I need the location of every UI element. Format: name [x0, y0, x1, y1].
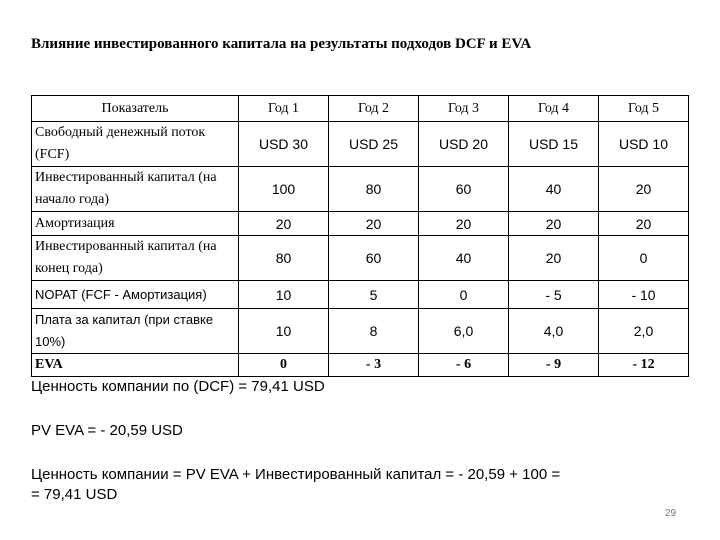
table-row-fcf [32, 122, 689, 167]
cell-fcf-3: USD 20 [419, 122, 509, 167]
page-number: 29 [665, 508, 677, 519]
cell-capital-end-5: 0 [599, 236, 689, 281]
cell-capital-start-5: 20 [599, 167, 689, 212]
header-year-2: Год 2 [329, 96, 419, 122]
cell-fcf-2: USD 25 [329, 122, 419, 167]
row-label-fcf: Свободный денежный поток (FCF) [32, 122, 239, 167]
note-value-line-1: Ценность компании = PV EVA + Инвестированный капитал = - 20,59 + 100 = [31, 466, 561, 483]
cell-capital-start-4: 40 [509, 167, 599, 212]
cell-eva-2: - 3 [329, 354, 419, 377]
note-dcf-value: Ценность компании по (DCF) = 79,41 USD [31, 378, 325, 395]
cell-fcf-5: USD 10 [599, 122, 689, 167]
cell-depreciation-3: 20 [419, 212, 509, 236]
cell-nopat-3: 0 [419, 281, 509, 309]
cell-fcf-4: USD 15 [509, 122, 599, 167]
cell-depreciation-4: 20 [509, 212, 599, 236]
table-row-capital-charge [32, 309, 689, 354]
cell-depreciation-5: 20 [599, 212, 689, 236]
slide-title: Влияние инвестированного капитала на результаты подходов DCF и EVA [31, 36, 532, 52]
cell-capital-charge-2: 8 [329, 309, 419, 354]
cell-capital-start-3: 60 [419, 167, 509, 212]
cell-depreciation-1: 20 [239, 212, 329, 236]
investment-table [31, 95, 689, 377]
cell-eva-3: - 6 [419, 354, 509, 377]
cell-fcf-1: USD 30 [239, 122, 329, 167]
header-year-1: Год 1 [239, 96, 329, 122]
table-row-depreciation [32, 212, 689, 236]
table-row-capital-end [32, 236, 689, 281]
row-label-capital-end: Инвестированный капитал (на конец года) [32, 236, 239, 281]
table-row-capital-start [32, 167, 689, 212]
cell-eva-4: - 9 [509, 354, 599, 377]
header-indicator: Показатель [32, 96, 239, 122]
header-year-3: Год 3 [419, 96, 509, 122]
cell-capital-end-2: 60 [329, 236, 419, 281]
note-pv-eva: PV EVA = - 20,59 USD [31, 422, 183, 439]
table-row-nopat [32, 281, 689, 309]
cell-capital-charge-1: 10 [239, 309, 329, 354]
cell-capital-end-3: 40 [419, 236, 509, 281]
table-row-eva [32, 354, 689, 377]
cell-depreciation-2: 20 [329, 212, 419, 236]
cell-capital-charge-3: 6,0 [419, 309, 509, 354]
header-year-5: Год 5 [599, 96, 689, 122]
row-label-capital-charge: Плата за капитал (при ставке 10%) [32, 309, 239, 354]
note-value-line-2: = 79,41 USD [31, 486, 118, 503]
cell-capital-end-4: 20 [509, 236, 599, 281]
row-label-eva: EVA [32, 354, 239, 377]
cell-nopat-1: 10 [239, 281, 329, 309]
cell-eva-5: - 12 [599, 354, 689, 377]
cell-eva-1: 0 [239, 354, 329, 377]
cell-nopat-4: - 5 [509, 281, 599, 309]
row-label-nopat: NOPAT (FCF - Амортизация) [32, 281, 239, 309]
cell-capital-start-2: 80 [329, 167, 419, 212]
row-label-capital-start: Инвестированный капитал (на начало года) [32, 167, 239, 212]
cell-capital-end-1: 80 [239, 236, 329, 281]
cell-capital-charge-4: 4,0 [509, 309, 599, 354]
cell-capital-charge-5: 2,0 [599, 309, 689, 354]
table-header-row [32, 96, 689, 122]
cell-capital-start-1: 100 [239, 167, 329, 212]
header-year-4: Год 4 [509, 96, 599, 122]
row-label-depreciation: Амортизация [32, 212, 239, 236]
cell-nopat-2: 5 [329, 281, 419, 309]
cell-nopat-5: - 10 [599, 281, 689, 309]
